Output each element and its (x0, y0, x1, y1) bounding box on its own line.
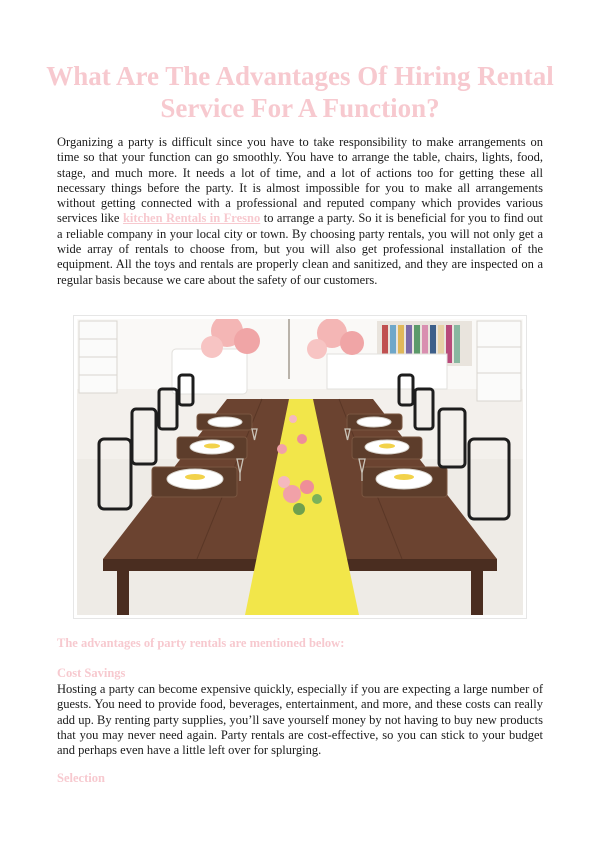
right-shelving (477, 321, 521, 401)
advantages-heading: The advantages of party rentals are mentioned below: (57, 636, 345, 650)
cost-savings-paragraph: Hosting a party can become expensive quickly, especially if you are expecting a large number of guests. You need to provide food, beverages, entertainment, and more, and these costs can really add up. By renting party supplies, you’ll save yourself money by not having to buy new products that you may never need again. Party rentals are cost-effective, so you can stick to your budget and perhaps even have a little left over for splurging. (57, 682, 543, 758)
intro-paragraph (57, 135, 543, 288)
party-table-photo (73, 315, 527, 619)
cost-savings-heading: Cost Savings (57, 666, 126, 680)
left-shelving (79, 321, 117, 393)
selection-heading: Selection (57, 771, 105, 785)
intro-text-before-link: Organizing a party is difficult since you have to take responsibility to make arrangements on time so that your function can go smoothly. You have to arrange the table, chairs, lights, food, stage, and much more. It needs a lot of time, and a lot of actions too for getting these all necessary things before the party. It is almost impossible for you to make all arrangements without getting connected with a professional and reputed company which provides various services like (57, 135, 543, 226)
party-table-illustration (77, 319, 523, 615)
kitchen-rentals-link[interactable]: kitchen Rentals in Fresno (122, 211, 261, 226)
page-title: What Are The Advantages Of Hiring Rental Service For A Function? (46, 61, 554, 123)
back-side-table (327, 354, 447, 389)
intro-text-after-link: to arrange a party. So it is beneficial for you to find out a reliable company in your local city or town. By choosing party rentals, you will not only get a wide array of rentals to choose from, but you will also get professional installation of the equipment. All the toys and rentals are properly clean and sanitized, and they are inspected on a regular basis because we care about the safety of our customers. (57, 211, 544, 287)
table-leg-right (471, 571, 483, 615)
table-leg-left (117, 571, 129, 615)
